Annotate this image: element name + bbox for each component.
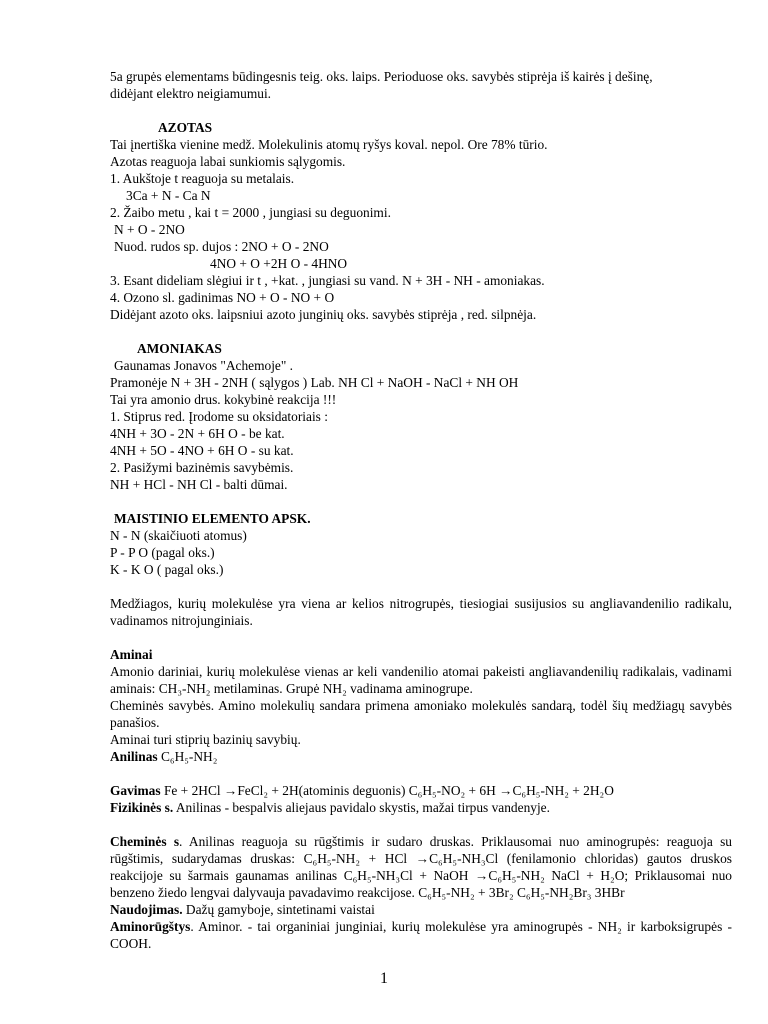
amoniakas-line: Tai yra amonio drus. kokybinė reakcija !!! (110, 392, 337, 407)
fizikines-label: Fizikinės s. (110, 800, 174, 815)
intro-line-2: didėjant elektro neigiamumui. (110, 86, 272, 101)
amoniakas-line: 1. Stiprus red. Įrodome su oksidatoriais : (110, 409, 328, 424)
naudojimas-paragraph (110, 901, 732, 918)
anilinas-formula: C₆H₅-NH₂ (157, 749, 218, 764)
amoniakas-line: 4NH + 3O - 2N + 6H O - be kat. (110, 426, 285, 441)
chemines-paragraph (110, 833, 732, 901)
aminorugstys-paragraph (110, 918, 732, 952)
gavimas-text: Fe + 2HCl →FeCl₂ + 2H(atominis deguonis) C₆H₅-NO₂ + 6H →C₆H₅-NH₂ + 2H₂O (160, 783, 614, 798)
azotas-line: 3. Esant dideliam slėgiui ir t , +kat. , jungiasi su vand. N + 3H - NH - amoniakas. (110, 273, 545, 288)
maistinio-heading: MAISTINIO ELEMENTO APSK. (114, 511, 311, 526)
azotas-line: N + O - 2NO (114, 222, 185, 237)
aminorugstys-label: Aminorūgštys (110, 919, 191, 934)
gavimas-paragraph (110, 782, 732, 799)
fizikines-text: Anilinas - bespalvis aliejaus pavidalo skystis, mažai tirpus vandenyje. (173, 800, 550, 815)
chemines-text: . Anilinas reaguoja su rūgštimis ir sudaro druskas. Priklausomai nuo aminogrupės: reaguoja su rūgštimis, sudarydamas druskas: C₆H₅-NH₂ + HCl →C₆H₅-NH₃Cl (fenilamonio chloridas) gautos druskos reakcijoje su šarmais gaunamas anilinas C₆H₅-NH₃Cl + NaOH →C₆H₅-NH₂ NaCl + H₂O; Priklausomai nuo benzeno žiedo lengvai dalyvauja pavadavimo reakcijose. C₆H₅-NH₂ + 3Br₂ C₆H₅-NH₂Br₃ 3HBr (110, 834, 732, 900)
azotas-heading: AZOTAS (158, 120, 213, 135)
azotas-line: 4. Ozono sl. gadinimas NO + O - NO + O (110, 290, 335, 305)
aminai-paragraph-3: Aminai turi stiprių bazinių savybių. (110, 732, 301, 747)
amoniakas-heading: AMONIAKAS (137, 341, 222, 356)
aminai-paragraph-1: Amonio dariniai, kurių molekulėse vienas ar keli vandenilio atomai pakeisti angliavandenilių radikalais, vadinami aminais: CH₃-NH₂ metilaminas. Grupė NH₂ vadinama aminogrupe. (110, 664, 732, 696)
maistinio-line: P - P O (pagal oks.) (110, 545, 215, 560)
amoniakas-line: 4NH + 5O - 4NO + 6H O - su kat. (110, 443, 294, 458)
nitro-paragraph: Medžiagos, kurių molekulėse yra viena ar kelios nitrogrupės, tiesiogiai susijusios su angliavandenilio radikalu, vadinamos nitrojunginiais. (110, 596, 732, 628)
azotas-line: Azotas reaguoja labai sunkiomis sąlygomis. (110, 154, 346, 169)
amoniakas-line: Gaunamas Jonavos "Achemoje" . (114, 358, 294, 373)
naudojimas-label: Naudojimas. (110, 902, 183, 917)
maistinio-line: K - K O ( pagal oks.) (110, 562, 224, 577)
page-number: 1 (380, 970, 388, 987)
azotas-line: 3Ca + N - Ca N (126, 188, 211, 203)
fizikines-paragraph (110, 799, 732, 816)
aminai-paragraph-2: Cheminės savybės. Amino molekulių sandara primena amoniako molekulės sandarą, todėl šių medžiagų savybės panašios. (110, 698, 732, 730)
azotas-line: Didėjant azoto oks. laipsniui azoto junginių oks. savybės stiprėja , red. silpnėja. (110, 307, 537, 322)
amoniakas-line: 2. Pasižymi bazinėmis savybėmis. (110, 460, 294, 475)
document-page (110, 68, 732, 952)
azotas-line: 2. Žaibo metu , kai t = 2000 , jungiasi su deguonimi. (110, 205, 391, 220)
gavimas-label: Gavimas (110, 783, 161, 798)
maistinio-line: N - N (skaičiuoti atomus) (110, 528, 247, 543)
azotas-line: 1. Aukštoje t reaguoja su metalais. (110, 171, 295, 186)
azotas-line: Tai įnertiška vienine medž. Molekulinis atomų ryšys koval. nepol. Ore 78% tūrio. (110, 137, 548, 152)
intro-line-1: 5a grupės elementams būdingesnis teig. oks. laips. Perioduose oks. savybės stiprėja iš kairės į dešinę, (110, 69, 653, 84)
anilinas-line (110, 748, 732, 765)
amoniakas-line: NH + HCl - NH Cl - balti dūmai. (110, 477, 288, 492)
anilinas-label: Anilinas (110, 749, 158, 764)
aminorugstys-text: . Aminor. - tai organiniai junginiai, kurių molekulėse yra aminogrupės - NH₂ ir karboksigrupės - COOH. (110, 919, 732, 951)
amoniakas-line: Pramonėje N + 3H - 2NH ( sąlygos ) Lab. NH Cl + NaOH - NaCl + NH OH (110, 375, 519, 390)
azotas-line: Nuod. rudos sp. dujos : 2NO + O - 2NO (114, 239, 329, 254)
aminai-heading: Aminai (110, 647, 153, 662)
naudojimas-text: Dažų gamyboje, sintetinami vaistai (182, 902, 375, 917)
azotas-line: 4NO + O +2H O - 4HNO (210, 256, 348, 271)
chemines-label: Cheminės s (110, 834, 180, 849)
